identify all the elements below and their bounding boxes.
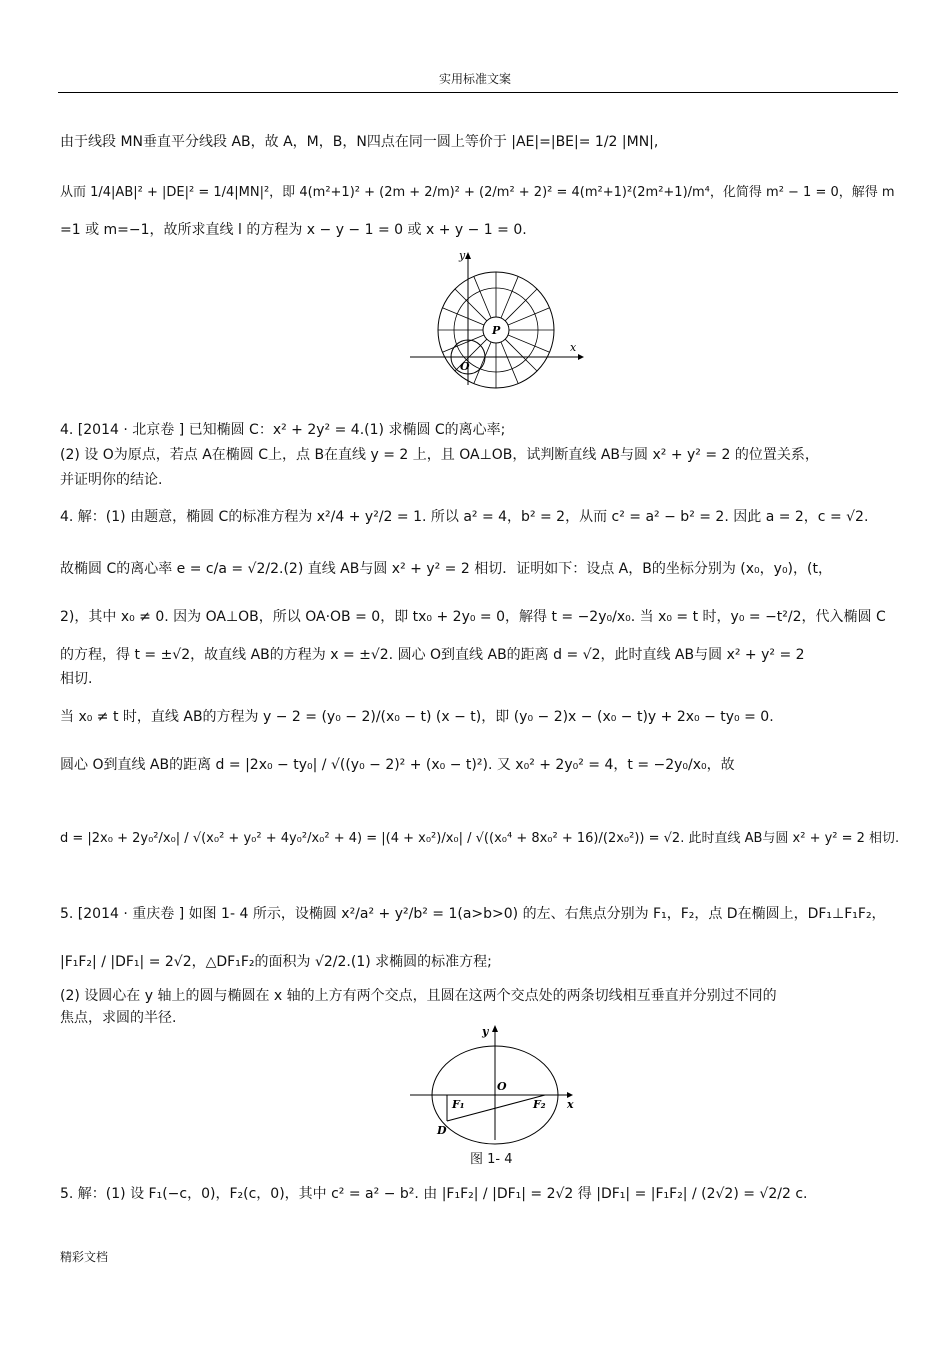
y-axis-arrow [492,1025,498,1032]
label-d: D [437,1124,447,1137]
label-f1: F₁ [452,1098,465,1111]
label-y: y [459,249,466,262]
wheel-spoke [505,339,537,371]
page-footer: 精彩文档 [60,1250,109,1264]
label-o: O [460,360,470,373]
wheel-spoke [442,308,484,325]
text-line: 圆心 O到直线 AB的距离 d = |2x₀ − ty₀| / √((y₀ − 2)² + (x₀ − t)²). 又 x₀² + 2y₀² = 4，t = −2y₀/x₀，故 [60,757,735,773]
wheel-spoke [501,276,518,318]
text-line: 并证明你的结论. [60,472,163,488]
wheel-spoke [501,342,518,384]
page-header: 实用标准文案 [438,72,511,86]
label-x: x [567,1098,574,1111]
y-axis-arrow [465,252,471,259]
text-line: d = |2x₀ + 2y₀²/x₀| / √(x₀² + y₀² + 4y₀²/x₀² + 4) = |(4 + x₀²)/x₀| / √((x₀⁴ + 8x₀² + 16)/(2x₀²)) = √2. 此时直线 AB与圆 x² + y² = 2 相切. [60,831,900,846]
text-line: 5. 解：(1) 设 F₁(−c，0)，F₂(c，0)，其中 c² = a² − b². 由 |F₁F₂| / |DF₁| = 2√2 得 |DF₁| = |F₁F₂| / (2√2) = √2/2 c. [60,1186,808,1202]
text-line: 的方程，得 t = ±√2，故直线 AB的方程为 x = ±√2. 圆心 O到直线 AB的距离 d = √2，此时直线 AB与圆 x² + y² = 2 [60,647,805,663]
text-line: (2) 设圆心在 y 轴上的圆与椭圆在 x 轴的上方有两个交点，且圆在这两个交点处的两条切线相互垂直并分别过不同的 [60,988,777,1004]
wheel-spoke [508,335,550,352]
figure-wheel-diagram [400,245,600,395]
wheel-spoke [455,289,487,321]
wheel-spoke [505,289,537,321]
text-line: 由于线段 MN垂直平分线段 AB，故 A，M，B，N四点在同一圆上等价于 |AE|=|BE|= 1/2 |MN|, [60,134,659,150]
text-line: 从而 1/4|AB|² + |DE|² = 1/4|MN|²，即 4(m²+1)² + (2m + 2/m)² + (2/m² + 2)² = 4(m²+1)²(2m²+1)/m⁴，化简得 m² − 1 = 0，解得 m [60,185,895,200]
figure-caption: 图 1- 4 [470,1152,513,1167]
label-y: y [482,1025,489,1038]
label-f2: F₂ [533,1098,546,1111]
label-o: O [497,1080,507,1093]
wheel-spoke [508,308,550,325]
text-line: 相切. [60,671,93,687]
text-line: 4. 解：(1) 由题意，椭圆 C的标准方程为 x²/4 + y²/2 = 1. 所以 a² = 4，b² = 2，从而 c² = a² − b² = 2. 因此 a = 2，c = √2. [60,509,869,525]
text-line: 当 x₀ ≠ t 时，直线 AB的方程为 y − 2 = (y₀ − 2)/(x₀ − t) (x − t)，即 (y₀ − 2)x − (x₀ − t)y + 2x₀ − ty₀ = 0. [60,709,774,725]
text-line: =1 或 m=−1，故所求直线 l 的方程为 x − y − 1 = 0 或 x + y − 1 = 0. [60,222,527,238]
wheel-spoke [474,276,491,318]
text-line: 4. [2014 · 北京卷 ] 已知椭圆 C：x² + 2y² = 4.(1) 求椭圆 C的离心率; [60,422,506,438]
text-line: 5. [2014 · 重庆卷 ] 如图 1- 4 所示，设椭圆 x²/a² + y²/b² = 1(a>b>0) 的左、右焦点分别为 F₁，F₂，点 D在椭圆上，DF₁⊥F₁F₂， [60,906,886,922]
figure-ellipse-diagram [405,1020,590,1145]
header-rule [58,92,898,93]
text-line: |F₁F₂| / |DF₁| = 2√2，△DF₁F₂的面积为 √2/2.(1) 求椭圆的标准方程; [60,954,492,970]
text-line: 焦点，求圆的半径. [60,1010,177,1026]
text-line: 故椭圆 C的离心率 e = c/a = √2/2.(2) 直线 AB与圆 x² + y² = 2 相切．证明如下：设点 A，B的坐标分别为 (x₀，y₀)，(t， [60,561,832,577]
text-line: (2) 设 O为原点，若点 A在椭圆 C上，点 B在直线 y = 2 上，且 OA⊥OB，试判断直线 AB与圆 x² + y² = 2 的位置关系， [60,447,819,463]
x-axis-arrow [578,354,584,360]
label-x: x [570,341,577,354]
label-p: P [492,324,501,337]
text-line: 2)，其中 x₀ ≠ 0. 因为 OA⊥OB，所以 OA·OB = 0，即 tx₀ + 2y₀ = 0，解得 t = −2y₀/x₀. 当 x₀ = t 时，y₀ = −t²/2，代入椭圆 C [60,609,886,625]
